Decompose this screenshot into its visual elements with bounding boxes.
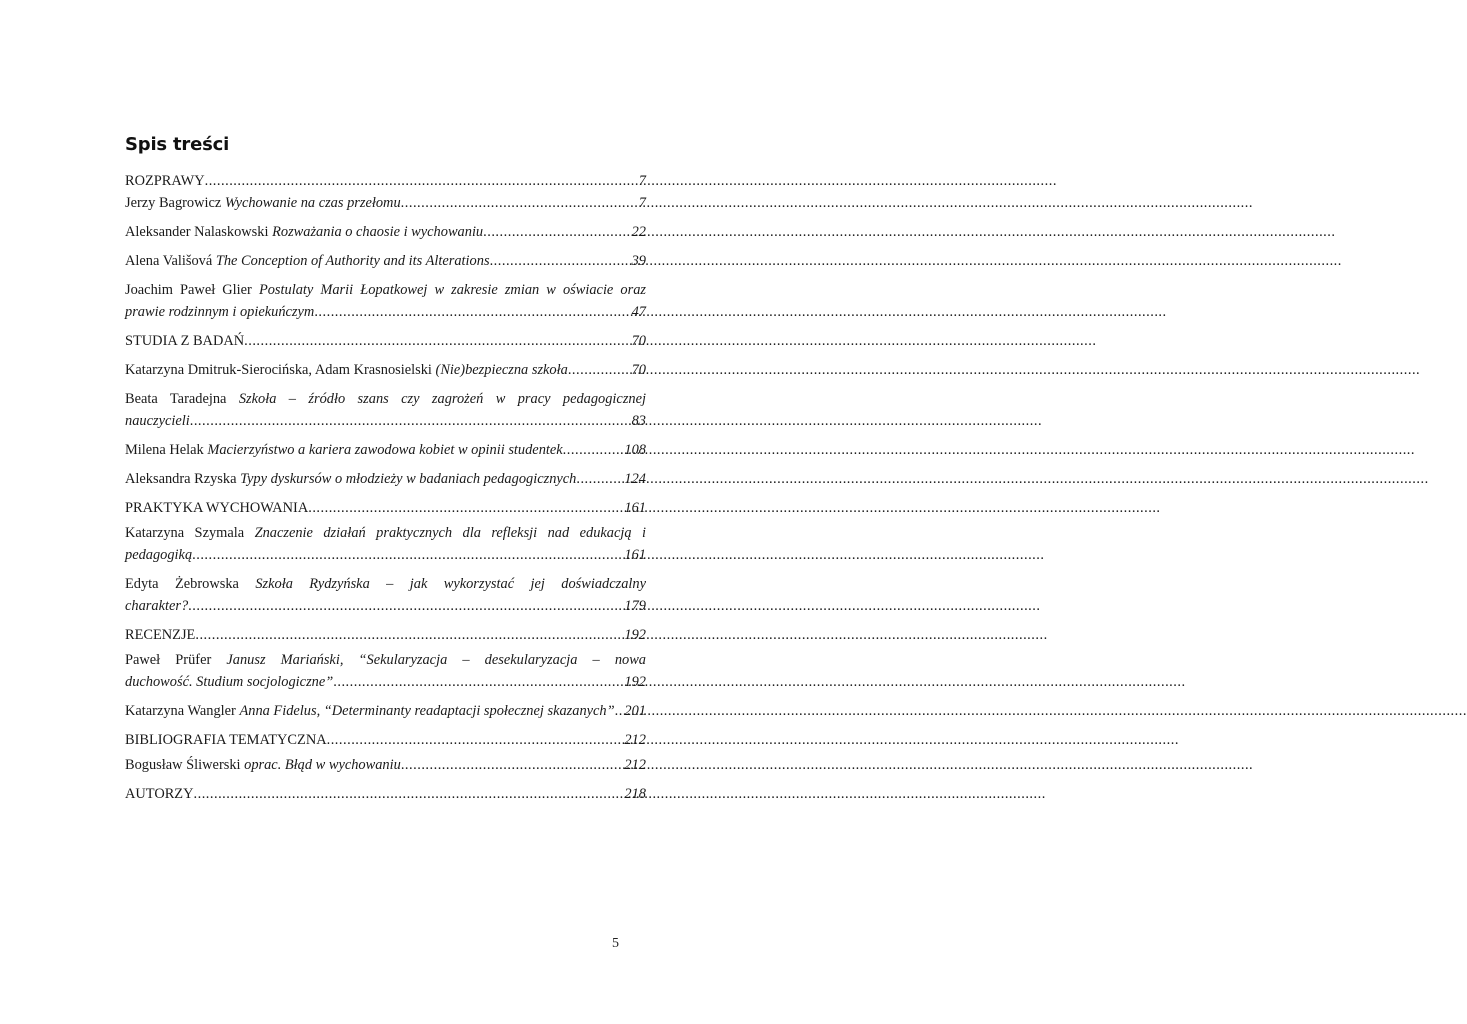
toc-page-number: 70: [631, 362, 646, 378]
toc-section-bibliografia[interactable]: [125, 729, 646, 751]
toc-entry-wangler[interactable]: [125, 700, 646, 722]
toc-page-number: 124: [624, 471, 646, 487]
toc-author: Katarzyna Szymala: [125, 525, 255, 541]
toc-section-recenzje[interactable]: [125, 624, 646, 646]
toc-title: (Nie)bezpieczna szkoła: [435, 362, 568, 378]
toc-title: The Conception of Authority and its Alterations: [215, 253, 490, 269]
dot-leader: [188, 595, 624, 617]
toc-entry-bagrowicz[interactable]: [125, 192, 646, 214]
toc-title-line1: Janusz Mariański, “Sekularyzacja – desekularyzacja – nowa: [226, 652, 647, 668]
toc-entry-zebrowska[interactable]: [125, 573, 646, 617]
toc-page-number: 212: [624, 757, 646, 773]
toc-page-number: 7: [638, 173, 646, 189]
toc-page-number: 218: [624, 786, 646, 802]
dot-leader: [195, 624, 624, 646]
toc-section-autorzy[interactable]: [125, 783, 646, 805]
toc-entry-line: [125, 595, 646, 617]
toc-page-number: 83: [631, 413, 646, 429]
toc-entry-sliwerski[interactable]: [125, 754, 646, 776]
dot-leader: [194, 783, 625, 805]
toc-title: oprac. Błąd w wychowaniu: [244, 757, 401, 773]
toc-entry-szymala[interactable]: [125, 522, 646, 566]
toc-title-line2: duchowość. Studium socjologiczne”: [125, 674, 334, 690]
toc-entry-text: [125, 468, 576, 490]
dot-leader: [192, 544, 624, 566]
dot-leader: [401, 754, 625, 776]
toc-entry-line: [125, 649, 646, 671]
dot-leader: [205, 170, 639, 192]
toc-page-number: 212: [624, 732, 646, 748]
toc-entry-line: [125, 279, 646, 301]
toc-section-praktyka[interactable]: [125, 497, 646, 519]
toc-section-rozprawy[interactable]: [125, 170, 646, 192]
toc-author: Katarzyna Dmitruk-Sierocińska, Adam Krasnosielski: [125, 362, 436, 378]
toc-author: Alena Vališová: [125, 253, 216, 269]
toc-section-title: STUDIA Z BADAŃ: [125, 333, 245, 349]
toc-author: Katarzyna Wangler: [125, 703, 240, 719]
toc-entry-line: [125, 301, 646, 323]
toc-page-number: 47: [631, 304, 646, 320]
toc-entry-taradejna[interactable]: [125, 388, 646, 432]
dot-leader: [308, 497, 624, 519]
toc-title: Anna Fidelus, “Determinanty readaptacji społecznej skazanych”: [239, 703, 615, 719]
toc-title: Rozważania o chaosie i wychowaniu: [272, 224, 484, 240]
dot-leader: [490, 250, 632, 272]
toc-section-title: RECENZJE: [125, 627, 196, 643]
toc-author: Joachim Paweł Glier: [125, 282, 259, 298]
toc-entry-line: [125, 522, 646, 544]
toc-entry-helak[interactable]: [125, 439, 646, 461]
toc-entry-line: [125, 671, 646, 693]
toc-page-number: 192: [624, 674, 646, 690]
toc-entry-text: [125, 221, 483, 243]
toc-entry-prufer[interactable]: [125, 649, 646, 693]
toc-author: Paweł Prüfer: [125, 652, 227, 668]
toc-entry-rzyska[interactable]: [125, 468, 646, 490]
toc-title: Wychowanie na czas przełomu: [224, 195, 401, 211]
dot-leader: [401, 192, 639, 214]
toc-page-number: 22: [631, 224, 646, 240]
dot-leader: [568, 359, 632, 381]
toc-author: Jerzy Bagrowicz: [125, 195, 225, 211]
page-title: Spis treści: [125, 134, 230, 155]
toc-title-line2: nauczycieli: [125, 413, 190, 429]
dot-leader: [576, 468, 624, 490]
toc-title-line1: Szkoła Rydzyńska – jak wykorzystać jej doświadczalny: [255, 576, 647, 592]
toc-entry-text: [125, 439, 563, 461]
toc-title-line2: charakter?: [125, 598, 189, 614]
page-number: 5: [612, 936, 619, 951]
toc-page-number: 7: [638, 195, 646, 211]
dot-leader: [314, 301, 631, 323]
toc-entry-text: [125, 359, 568, 381]
toc-entry-line: [125, 410, 646, 432]
toc-author: Beata Taradejna: [125, 391, 239, 407]
toc-page-number: 39: [631, 253, 646, 269]
toc-title-line1: Postulaty Marii Łopatkowej w zakresie zmian w oświacie oraz: [258, 282, 646, 298]
toc-entry-line: [125, 573, 646, 595]
dot-leader: [483, 221, 631, 243]
toc-section-title: PRAKTYKA WYCHOWANIA: [125, 500, 309, 516]
toc-page-number: 70: [631, 333, 646, 349]
toc-title: Typy dyskursów o młodzieży w badaniach pedagogicznych: [240, 471, 577, 487]
dot-leader: [563, 439, 625, 461]
toc-author: Aleksandra Rzyska: [125, 471, 241, 487]
toc-title-line1: Znaczenie działań praktycznych dla refleksji nad edukacją i: [254, 525, 647, 541]
toc-entry-text: [125, 700, 615, 722]
toc-entry-text: [125, 754, 401, 776]
toc-title-line1: Szkoła – źródło szans czy zagrożeń w pracy pedagogicznej: [238, 391, 646, 407]
dot-leader: [327, 729, 625, 751]
dot-leader: [333, 671, 624, 693]
toc-section-studia[interactable]: [125, 330, 646, 352]
toc-entry-text: [125, 192, 401, 214]
toc-title-line2: prawie rodzinnym i opiekuńczym: [125, 304, 315, 320]
toc-section-title: AUTORZY: [125, 786, 194, 802]
page: [0, 0, 720, 1024]
toc-section-title: BIBLIOGRAFIA TEMATYCZNA: [125, 732, 327, 748]
toc-entry-nalaskowski[interactable]: [125, 221, 646, 243]
dot-leader: [615, 700, 625, 722]
dot-leader: [190, 410, 632, 432]
table-of-contents: [125, 170, 646, 805]
toc-page-number: 161: [624, 547, 646, 563]
toc-page-number: 179: [624, 598, 646, 614]
toc-author: Edyta Żebrowska: [125, 576, 256, 592]
toc-author: Bogusław Śliwerski: [125, 757, 245, 773]
toc-page-number: 201: [624, 703, 646, 719]
toc-section-title: ROZPRAWY: [125, 173, 205, 189]
toc-entry-glier[interactable]: [125, 279, 646, 323]
toc-page-number: 161: [624, 500, 646, 516]
toc-title: Macierzyństwo a kariera zawodowa kobiet w opinii studentek: [207, 442, 563, 458]
toc-entry-dmitruk[interactable]: [125, 359, 646, 381]
toc-author: Milena Helak: [125, 442, 208, 458]
toc-entry-line: [125, 544, 646, 566]
toc-author: Aleksander Nalaskowski: [125, 224, 273, 240]
toc-entry-line: [125, 388, 646, 410]
toc-entry-valisova[interactable]: [125, 250, 646, 272]
toc-page-number: 108: [624, 442, 646, 458]
toc-page-number: 192: [624, 627, 646, 643]
dot-leader: [244, 330, 631, 352]
toc-entry-text: [125, 250, 490, 272]
toc-title-line2: pedagogiką: [125, 547, 193, 563]
